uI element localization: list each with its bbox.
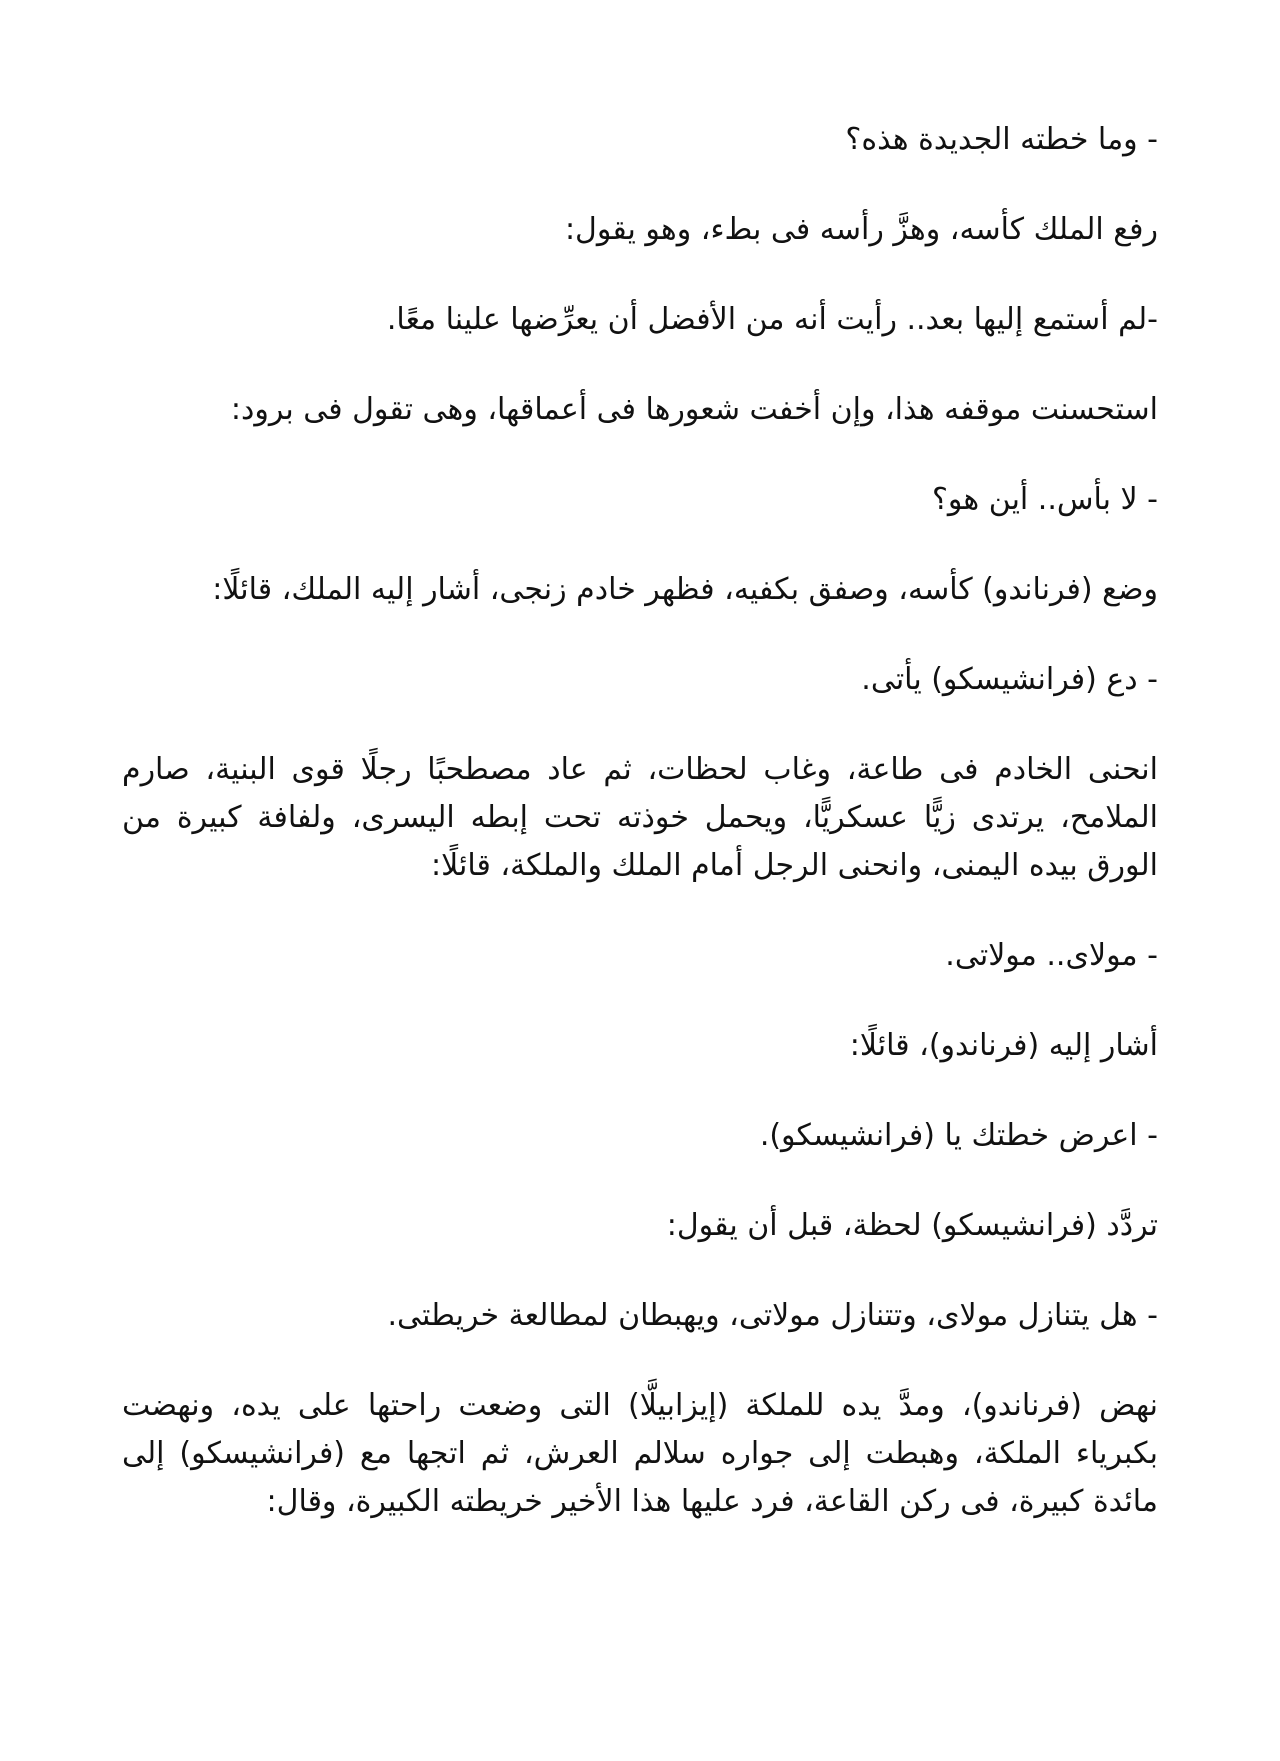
body-text — [122, 116, 1158, 1568]
paragraph-2: رفع الملك كأسه، وهزَّ رأسه فى بطء، وهو يقول: — [564, 212, 1158, 247]
paragraph-14: نهض (فرناندو)، ومدَّ يده للملكة (إيزابيلَّا) التى وضعت راحتها على يده، ونهضت بكبرياء الملكة، وهبطت إلى جواره سلالم العرش، ثم اتجها مع (فرانشيسكو) إلى مائدة كبيرة، فى ركن القاعة، فرد عليها هذا الأخير خريطته الكبيرة، وقال: — [122, 1388, 1158, 1519]
paragraph-10: أشار إليه (فرناندو)، قائلًا: — [849, 1028, 1158, 1063]
paragraph-8: انحنى الخادم فى طاعة، وغاب لحظات، ثم عاد مصطحبًا رجلًا قوى البنية، صارم الملامح، يرتدى زيًّا عسكريًّا، ويحمل خوذته تحت إبطه اليسرى، ولفافة كبيرة من الورق بيده اليمنى، وانحنى الرجل أمام الملك والملكة، قائلًا: — [122, 752, 1158, 883]
paragraph-1: - وما خطته الجديدة هذه؟ — [845, 122, 1158, 157]
paragraph-6: وضع (فرناندو) كأسه، وصفق بكفيه، فظهر خادم زنجى، أشار إليه الملك، قائلًا: — [212, 572, 1158, 607]
paragraph-3: -لم أستمع إليها بعد.. رأيت أنه من الأفضل أن يعرِّضها علينا معًا. — [386, 302, 1158, 337]
paragraph-5: - لا بأس.. أين هو؟ — [931, 482, 1158, 517]
paragraph-12: تردَّد (فرانشيسكو) لحظة، قبل أن يقول: — [666, 1208, 1158, 1243]
paragraph-4: استحسنت موقفه هذا، وإن أخفت شعورها فى أعماقها، وهى تقول فى برود: — [230, 392, 1158, 427]
paragraph-7: - دع (فرانشيسكو) يأتى. — [861, 662, 1158, 697]
paragraph-13: - هل يتنازل مولاى، وتتنازل مولاتى، ويهبطان لمطالعة خريطتى. — [387, 1298, 1158, 1333]
paragraph-9: - مولاى.. مولاتى. — [945, 938, 1158, 973]
paragraph-11: - اعرض خطتك يا (فرانشيسكو). — [759, 1118, 1158, 1153]
